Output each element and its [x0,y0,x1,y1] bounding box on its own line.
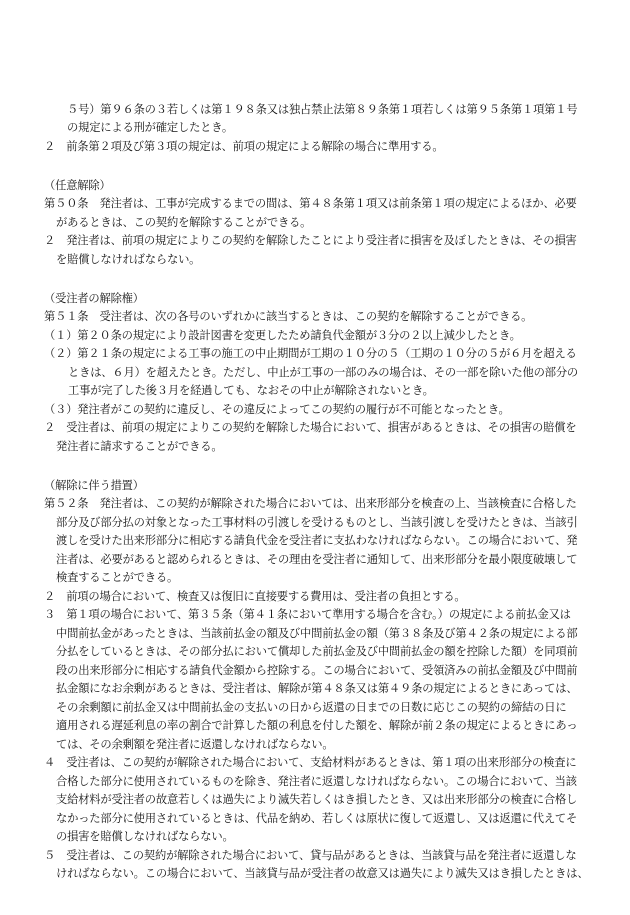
text-line: 第５１条 受注者は、次の各号のいずれかに該当するときは、この契約を解除することができる。 [44,310,533,323]
text-line: 部分及び部分払の対象となった工事材料の引渡しを受けるものとし、当該引渡しを受けたときは、当該引 [56,516,578,529]
text-line: 工事が完了した後３月を経過しても、なおその中止が解除されないとき。 [68,384,434,397]
text-line: 中間前払金があったときは、当該前払金の額及び中間前払金の額（第３８条及び第４２条の規定による部 [56,627,578,640]
text-line: 第５０条 発注者は、工事が完成するまでの間は、第４８条第１項又は前条第１項の規定によるほか、必要 [44,197,577,210]
text-line: 段の出来形部分に相応する請負代金額から控除する。この場合において、受領済みの前払金額及び中間前 [56,664,578,677]
text-line: ければならない。この場合において、当該貸与品が受注者の故意又は過失により滅失又はき損したときは、 [56,867,589,880]
text-line: （２）第２１条の規定による工事の施工の中止期間が工期の１０分の５（工期の１０分の５が６月を超える [44,347,577,360]
text-line: 渡しを受けた出来形部分に相応する請負代金を受注者に支払わなければならない。この場合において、発 [56,534,578,547]
text-line: があるときは、この契約を解除することができる。 [56,216,312,229]
text-line: の規定による刑が確定したとき。 [67,121,234,134]
text-line: ときは、６月）を超えたとき。ただし、中止が工事の一部のみの場合は、その一部を除いた他の部分の [68,366,579,379]
text-line: ５号）第９６条の３若しくは第１９８条又は独占禁止法第８９条第１項若しくは第９５条第１項第１号 [67,103,578,116]
text-line: 第５２条 発注者は、この契約が解除された場合においては、出来形部分を検査の上、当該検査に合格した [44,497,577,510]
text-line: 発注者に請求することができる。 [56,440,223,453]
text-line: 注者は、必要があると認められるときは、その理由を受注者に通知して、出来形部分を最小限度破壊して [56,553,578,566]
text-line: ２ 発注者は、前項の規定によりこの契約を解除したことにより受注者に損害を及ぼしたときは、その損害 [44,234,577,247]
text-line: ３ 第１項の場合において、第３５条（第４１条において準用する場合を含む。）の規定による前払金又は [44,608,571,621]
text-line: ５ 受注者は、この契約が解除された場合において、貸与品があるときは、当該貸与品を発注者に返還しな [44,849,577,862]
section-heading: （受注者の解除権） [44,292,144,305]
text-line: ４ 受注者は、この契約が解除された場合において、支給材料があるときは、第１項の出来形部分の検査に [44,756,577,769]
text-line: （３）発注者がこの契約に違反し、その違反によってこの契約の履行が不可能となったとき。 [44,403,510,416]
text-line: ２ 受注者は、前項の規定によりこの契約を解除した場合において、損害があるときは、その損害の賠償を [44,421,577,434]
text-line: なかった部分に使用されているときは、代品を納め、若しくは原状に復して返還し、又は返還に代えてそ [56,812,578,825]
text-line: の損害を賠償しなければならない。 [56,830,234,843]
text-line: （１）第２０条の規定により設計図書を変更したため請負代金額が３分の２以上減少したとき。 [44,329,521,342]
text-line: 分払をしているときは、その部分払において償却した前払金及び中間前払金の額を控除した額）を同項前 [56,645,578,658]
text-line: 適用される遅延利息の率の割合で計算した額の利息を付した額を、解除が前２条の規定によるときにあっ [56,719,578,732]
section-heading: （任意解除） [44,179,111,192]
text-line: ２ 前条第２項及び第３項の規定は、前項の規定による解除の場合に準用する。 [44,140,444,153]
text-line: 払金額になお余剰があるときは、受注者は、解除が第４８条又は第４９条の規定によるときにあっては、 [56,682,578,695]
text-line: 合格した部分に使用されているものを除き、発注者に返還しなければならない。この場合において、当該 [56,775,577,788]
text-line: を賠償しなければならない。 [56,253,201,266]
text-line: ２ 前項の場合において、検査又は復旧に直接要する費用は、受注者の負担とする。 [44,590,466,603]
text-line: 支給材料が受注者の故意若しくは過失により滅失若しくはき損したとき、又は出来形部分の検査に合格し [56,793,578,806]
text-line: その余剰額に前払金又は中間前払金の支払いの日から返還の日までの日数に応じこの契約の締結の日に [56,701,567,714]
section-heading: （解除に伴う措置） [44,479,144,492]
text-line: ては、その余剰額を発注者に返還しなければならない。 [56,738,334,751]
text-line: 検査することができる。 [56,571,179,584]
